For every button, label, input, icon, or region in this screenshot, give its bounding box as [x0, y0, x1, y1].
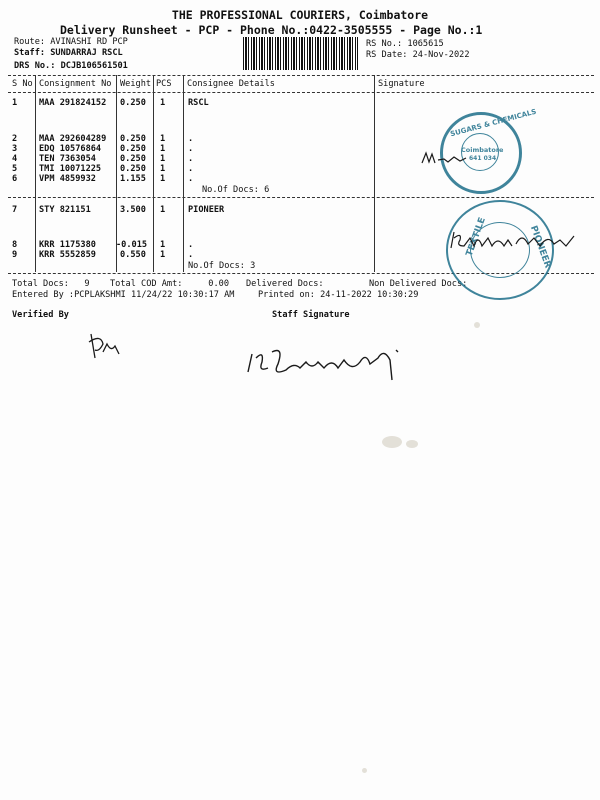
total-cod: Total COD Amt: 0.00	[110, 279, 229, 289]
row-sno: 4	[12, 154, 18, 164]
row-weight: 0.250	[120, 164, 146, 174]
drs-line	[14, 61, 128, 71]
row-sno: 8	[12, 240, 18, 250]
staff-label: Staff:	[14, 48, 46, 58]
col-divider	[116, 75, 117, 92]
row-consignee: .	[188, 250, 194, 260]
staff-signature-label: Staff Signature	[272, 310, 350, 320]
handwritten-signature-2	[448, 228, 580, 256]
scan-smudge	[382, 436, 402, 448]
entered-by: Entered By :PCPLAKSHMI 11/24/22 10:30:17 AM	[12, 290, 235, 300]
row-weight: 0.250	[120, 144, 146, 154]
col-divider	[35, 75, 36, 92]
rs-date-label: RS Date:	[366, 50, 408, 60]
row-consignment: TMI 10071225	[39, 164, 102, 174]
row-consignment: MAA 292604289	[39, 134, 107, 144]
col-divider	[183, 92, 184, 197]
row-weight: 0.250	[120, 98, 146, 108]
row-consignment: VPM 4859932	[39, 174, 96, 184]
row-pcs: 1	[160, 250, 166, 260]
col-divider	[374, 75, 375, 92]
seal-top-text: SUGARS & CHEMICALS	[449, 107, 538, 139]
rs-no-line	[366, 39, 444, 49]
row-weight: 0.250	[120, 154, 146, 164]
row-weight: 1.155	[120, 174, 146, 184]
table-top-rule	[8, 75, 594, 76]
row-consignee: RSCL	[188, 98, 209, 108]
row-consignee: PIONEER	[188, 205, 225, 215]
col-divider	[183, 75, 184, 92]
group1-doc-count: No.Of Docs: 6	[202, 185, 270, 195]
row-weight: -0.015	[116, 240, 148, 250]
scan-smudge	[474, 322, 480, 328]
row-consignee: .	[188, 174, 194, 184]
col-divider	[35, 92, 36, 197]
rs-no-value: 1065615	[407, 39, 444, 49]
row-pcs: 1	[160, 240, 166, 250]
row-consignee: .	[188, 134, 194, 144]
row-sno: 1	[12, 98, 18, 108]
col-header-signature: Signature	[378, 79, 425, 89]
row-pcs: 1	[160, 98, 166, 108]
row-consignee: .	[188, 154, 194, 164]
col-header-weight: Weight	[120, 79, 152, 89]
row-consignment: EDQ 10576864	[39, 144, 102, 154]
runsheet-title: Delivery Runsheet - PCP - Phone No.:0422-3505555 - Page No.:1	[60, 23, 483, 37]
row-pcs: 1	[160, 205, 166, 215]
row-consignment: TEN 7363054	[39, 154, 96, 164]
printed-on: Printed on: 24-11-2022 10:30:29	[258, 290, 419, 300]
row-consignment: MAA 291824152	[39, 98, 107, 108]
drs-value: DCJB106561501	[60, 61, 128, 71]
col-divider	[116, 197, 117, 272]
seal-city-text: Coimbatore	[461, 146, 504, 154]
table-header-rule	[8, 92, 594, 93]
non-delivered-docs: Non Delivered Docs:	[369, 279, 468, 289]
row-consignment: KRR 5552859	[39, 250, 96, 260]
col-divider	[153, 197, 154, 272]
row-weight: 0.550	[120, 250, 146, 260]
staff-value: SUNDARRAJ RSCL	[50, 48, 123, 58]
row-sno: 7	[12, 205, 18, 215]
rs-date-value: 24-Nov-2022	[412, 50, 470, 60]
col-divider	[35, 197, 36, 272]
rs-no-label: RS No.:	[366, 39, 403, 49]
row-pcs: 1	[160, 134, 166, 144]
seal-pin-text: 641 034	[469, 155, 497, 162]
route-line	[14, 37, 128, 47]
route-label: Route:	[14, 37, 46, 47]
row-sno: 9	[12, 250, 18, 260]
col-divider	[116, 92, 117, 197]
row-pcs: 1	[160, 174, 166, 184]
col-divider	[153, 75, 154, 92]
barcode	[243, 37, 358, 70]
company-title: THE PROFESSIONAL COURIERS, Coimbatore	[171, 8, 429, 22]
row-sno: 6	[12, 174, 18, 184]
row-consignment: STY 821151	[39, 205, 91, 215]
scan-smudge	[362, 768, 367, 773]
row-sno: 2	[12, 134, 18, 144]
scan-smudge	[406, 440, 418, 448]
col-header-pcs: PCS	[156, 79, 172, 89]
seal-pioneer-text: PIONEER	[527, 224, 553, 270]
row-pcs: 1	[160, 164, 166, 174]
rs-date-line	[366, 50, 470, 60]
row-consignee: .	[188, 144, 194, 154]
row-pcs: 1	[160, 154, 166, 164]
verifier-initials	[85, 330, 125, 364]
row-weight: 3.500	[120, 205, 146, 215]
row-consignment: KRR 1175380	[39, 240, 96, 250]
col-divider	[374, 197, 375, 272]
seal-textile-text: TEXTILE	[464, 216, 488, 258]
route-value: AVINASHI RD PCP	[50, 37, 128, 47]
row-consignee: .	[188, 240, 194, 250]
col-header-sno: S No	[12, 79, 33, 89]
handwritten-signature-1	[420, 145, 470, 170]
row-sno: 5	[12, 164, 18, 174]
total-docs: Total Docs: 9	[12, 279, 90, 289]
row-sno: 3	[12, 144, 18, 154]
row-weight: 0.250	[120, 134, 146, 144]
staff-line	[14, 48, 123, 58]
group2-doc-count: No.Of Docs: 3	[188, 261, 256, 271]
drs-label: DRS No.:	[14, 61, 56, 71]
col-header-consignee: Consignee Details	[187, 79, 275, 89]
staff-handwritten-signature	[242, 340, 412, 386]
verified-by: Verified By	[12, 310, 69, 320]
col-divider	[374, 92, 375, 197]
col-header-consignment: Consignment No	[39, 79, 112, 89]
row-consignee: .	[188, 164, 194, 174]
col-divider	[183, 197, 184, 272]
group-separator	[8, 197, 594, 198]
delivered-docs: Delivered Docs:	[246, 279, 324, 289]
row-pcs: 1	[160, 144, 166, 154]
col-divider	[153, 92, 154, 197]
